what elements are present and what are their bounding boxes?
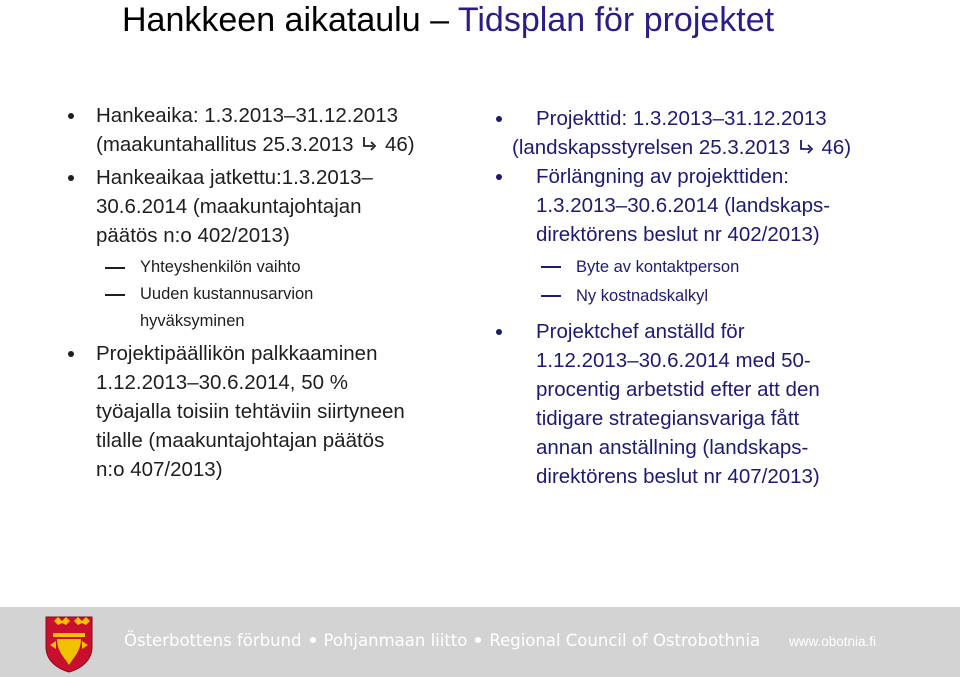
sub-item-cost-estimate-fi [68,281,488,335]
bullet-dot [496,174,502,180]
bullet-dot [68,175,74,181]
arrow-icon [798,138,814,156]
bullet-line: direktörens beslut nr 402/2013) [536,223,820,246]
bullet-item-extension-fi [68,163,488,250]
bullet-line-text: (maakuntahallitus 25.3.2013 [96,133,354,156]
bullet-line: annan anställning (landskaps- [536,436,809,459]
bullet-line-text: 46) [384,133,415,156]
bullet-item-project-period-sv [492,104,912,162]
bullet-line: direktörens beslut nr 407/2013) [536,465,820,488]
title-swedish: Tidsplan för projektet [457,1,775,39]
bullet-line: tidigare strategiansvariga fått [536,407,800,430]
footer-separator-dot [310,637,316,643]
sub-item-contact-change-fi [68,254,488,281]
footer-org-swedish: Österbottens förbund [124,631,302,650]
bullet-line-text: 46) [821,136,852,159]
footer-organization-names [124,631,760,650]
sub-line: hyväksyminen [140,312,245,330]
bullet-line: procentig arbetstid efter att den [536,378,820,401]
slide-title [122,0,774,40]
swedish-bullet-list [492,104,912,491]
footer-org-english: Regional Council of Ostrobothnia [489,631,761,650]
bullet-dot [496,116,502,122]
title-separator: – [430,1,450,39]
title-finnish: Hankkeen aikataulu [122,1,421,39]
bullet-dot [496,329,502,335]
dash-marker [541,295,561,297]
sub-line: Yhteyshenkilön vaihto [140,258,301,276]
sub-line: Byte av kontaktperson [576,258,740,276]
bullet-line [512,133,912,162]
bullet-line: 1.3.2013–30.6.2014 (landskaps- [536,194,831,217]
bullet-item-project-manager-fi [68,339,488,484]
bullet-line: Projektipäällikön palkkaaminen [96,342,378,365]
finnish-bullet-list [68,101,488,484]
bullet-line: Hankeaika: 1.3.2013–31.12.2013 [96,104,399,127]
bullet-line: 1.12.2013–30.6.2014 med 50- [536,349,811,372]
bullet-item-extension-sv [492,162,912,249]
bullet-line: tilalle (maakuntajohtajan päätös [96,429,385,452]
bullet-item-project-period-fi [68,101,488,159]
bullet-line: 30.6.2014 (maakuntajohtajan [96,195,362,218]
dash-marker [105,294,125,296]
bullet-line [96,130,488,159]
bullet-line: Hankeaikaa jatkettu:1.3.2013– [96,166,373,189]
footer-separator-dot [475,637,481,643]
dash-marker [541,266,561,268]
bullet-dot [68,113,74,119]
coat-of-arms-icon [44,615,94,673]
sub-item-cost-estimate-sv [492,282,912,311]
footer-org-finnish: Pohjanmaan liitto [323,631,468,650]
bullet-line: Förlängning av projekttiden: [536,165,789,188]
bullet-line-text: (landskapsstyrelsen 25.3.2013 [512,136,791,159]
bullet-line: Projektchef anställd för [536,320,745,343]
sub-line: Uuden kustannusarvion [140,285,314,303]
bullet-line: 1.12.2013–30.6.2014, 50 % [96,371,348,394]
sub-line: Ny kostnadskalkyl [576,287,709,305]
sub-item-contact-change-sv [492,253,912,282]
bullet-line: Projekttid: 1.3.2013–31.12.2013 [536,107,827,130]
bullet-line: päätös n:o 402/2013) [96,224,290,247]
bullet-item-project-manager-sv [492,317,912,491]
arrow-icon [361,135,377,153]
bullet-dot [68,351,74,357]
bullet-line: n:o 407/2013) [96,458,223,481]
dash-marker [105,267,125,269]
footer-website-link[interactable]: www.obotnia.fi [789,634,877,649]
footer-bar [0,607,960,677]
bullet-line: työajalla toisiin tehtäviin siirtyneen [96,400,405,423]
